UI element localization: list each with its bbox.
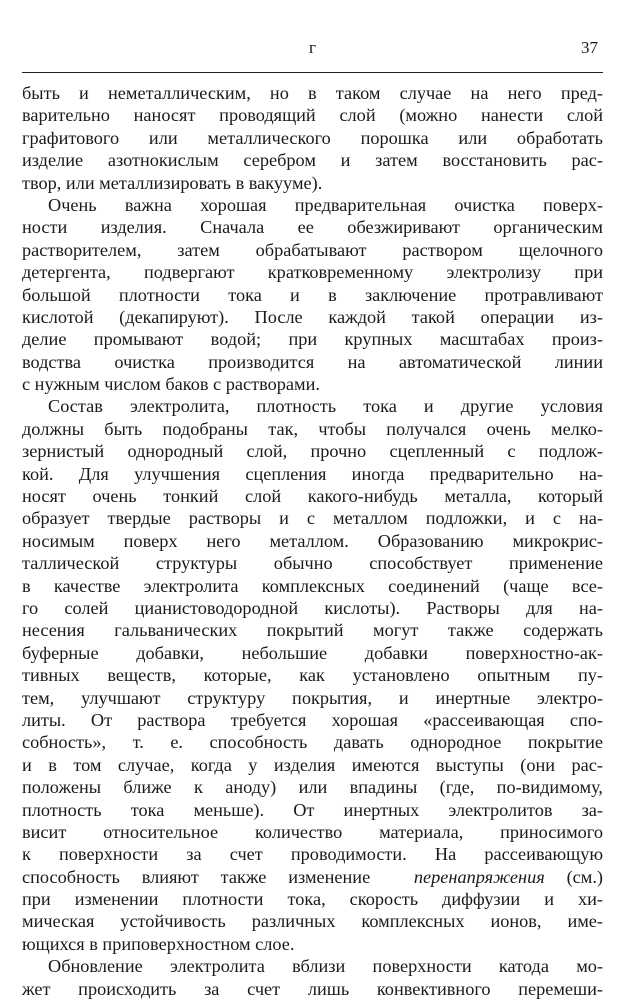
paragraph — [22, 395, 603, 955]
text-line: с нужным числом баков с растворами. — [22, 374, 320, 395]
text-line: го солей цианистоводородной кислоты). Растворы для на- — [22, 597, 603, 618]
text-line: большой плотности тока и в заключение протравливают — [22, 284, 603, 305]
text-line: ности изделия. Сначала ее обезжиривают органическим — [22, 217, 603, 238]
text-line: к поверхности за счет проводимости. На рассеивающую — [22, 844, 603, 865]
text-line: висит относительное количество материала, приносимого — [22, 821, 603, 842]
italic-term: перенапряжения — [413, 866, 545, 887]
text-line: при изменении плотности тока, скорость диффузии и хи- — [22, 889, 603, 910]
text-line: образует твердые растворы и с металлом подложки, и с на- — [22, 508, 603, 529]
running-head: г — [309, 38, 316, 57]
text-line: твор, или металлизировать в вакууме). — [22, 172, 323, 193]
text-line: зернистый однородный слой, прочно сцепленный с подлож- — [22, 441, 603, 462]
text-line: Очень важна хорошая предварительная очистка поверх- — [48, 194, 603, 215]
text-line: несения гальванических покрытий могут также содержать — [22, 620, 603, 641]
text-line: делие промывают водой; при крупных масштабах произ- — [22, 329, 603, 350]
text-line: тивных веществ, которые, как установлено опытным пу- — [22, 665, 603, 686]
text-line: Обновление электролита вблизи поверхности катода мо- — [48, 956, 603, 977]
paragraph — [22, 955, 603, 1000]
text-line: положены ближе к аноду) или впадины (где, по-видимому, — [22, 777, 603, 798]
paragraph — [22, 82, 603, 194]
text-line: детергента, подвергают кратковременному электролизу при — [22, 262, 603, 283]
text-segment: способность влияют также изменение — [22, 866, 371, 887]
text-line: плотность тока меньше). От инертных электролитов за- — [22, 799, 603, 820]
page-header — [22, 38, 603, 68]
text-line: и в том случае, когда у изделия имеются выступы (они рас- — [22, 754, 603, 775]
text-line: изделие азотнокислым серебром и затем восстановить рас- — [22, 150, 603, 171]
header-rule — [22, 72, 603, 73]
text-line: жет происходить за счет лишь конвективного перемеши- — [22, 978, 603, 999]
text-line: носимым поверх него металлом. Образованию микрокрис- — [22, 530, 603, 551]
text-line: должны быть подобраны так, чтобы получался очень мелко- — [22, 418, 603, 439]
text-line: водства очистка производится на автоматической линии — [22, 351, 603, 372]
text-line: буферные добавки, небольшие добавки поверхностно-ак- — [22, 642, 603, 663]
text-line: в качестве электролита комплексных соединений (чаще все- — [22, 575, 603, 596]
paragraph — [22, 194, 603, 396]
text-line: растворителем, затем обрабатывают раствором щелочного — [22, 239, 603, 260]
text-line: ющихся в приповерхностном слое. — [22, 933, 295, 954]
text-line: таллической структуры обычно способствует применение — [22, 553, 603, 574]
page-body — [22, 82, 603, 1000]
text-line — [22, 866, 603, 888]
text-line: носят очень тонкий слой какого-нибудь металла, который — [22, 486, 603, 507]
text-line: мическая устойчивость различных комплексных ионов, име- — [22, 911, 603, 932]
text-line: быть и неметаллическим, но в таком случае на него пред- — [22, 83, 603, 103]
text-line: варительно наносят проводящий слой (можно нанести слой — [22, 105, 603, 126]
text-line: кислотой (декапируют). После каждой такой операции из- — [22, 306, 603, 327]
text-line: литы. От раствора требуется хорошая «рассеивающая спо- — [22, 709, 603, 730]
page-number: 37 — [581, 38, 598, 57]
text-segment: (см.) — [544, 866, 603, 887]
text-line: кой. Для улучшения сцепления иногда предварительно на- — [22, 463, 603, 484]
text-line: собность», т. е. способность давать однородное покрытие — [22, 732, 603, 753]
text-line: графитового или металлического порошка или обработать — [22, 127, 603, 148]
text-line: тем, улучшают структуру покрытия, и инертные электро- — [22, 687, 603, 708]
text-line: Состав электролита, плотность тока и другие условия — [48, 396, 603, 417]
